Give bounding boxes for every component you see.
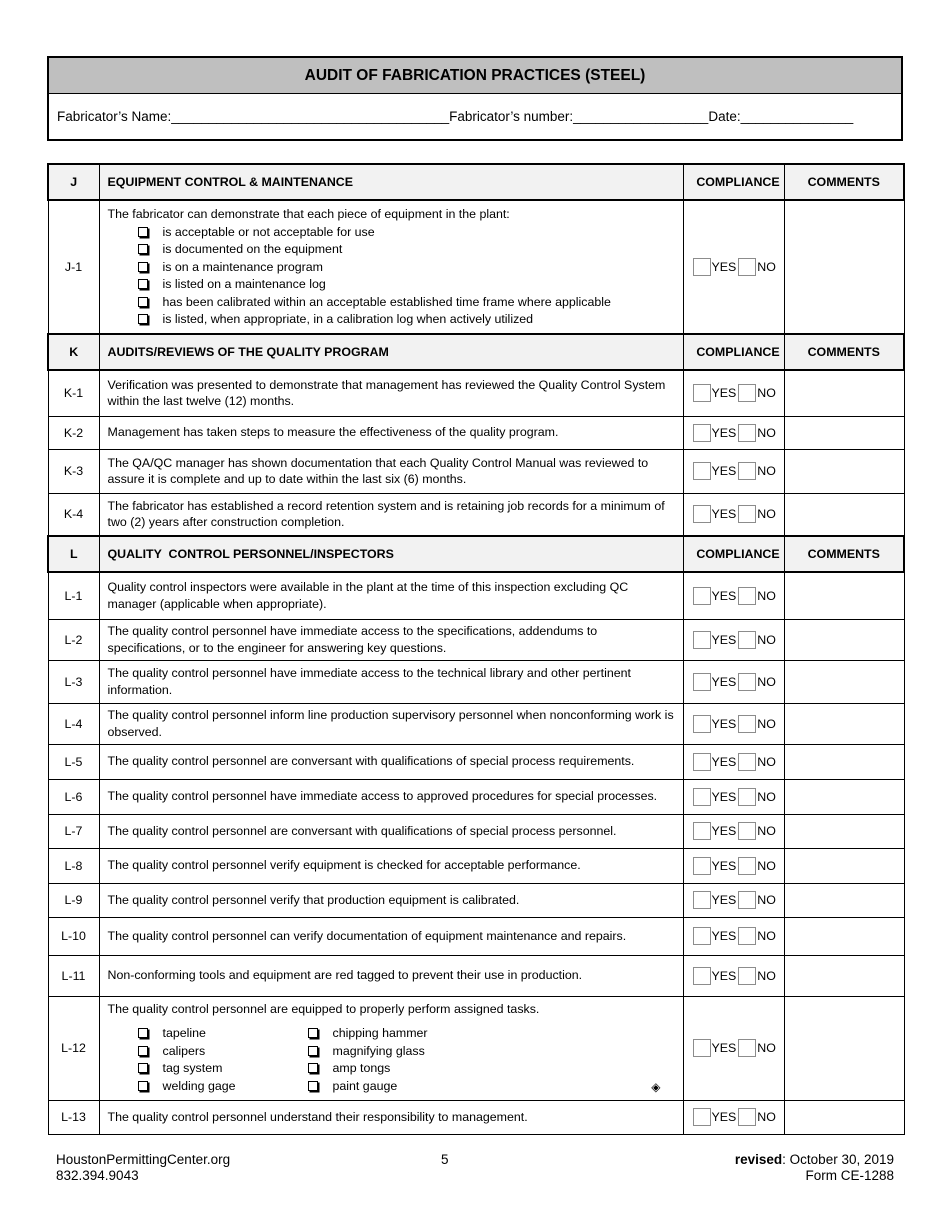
item-id: K-4 [48,493,99,536]
footer-revised [735,1152,894,1168]
yes-checkbox[interactable] [693,631,711,649]
table-row [48,848,904,883]
item-text [99,200,683,334]
item-id: L-2 [48,619,99,660]
yes-checkbox[interactable] [693,384,711,402]
item-text: Non-conforming tools and equipment are red tagged to prevent their use in production. [99,955,683,996]
compliance-header: COMPLIANCE [683,536,784,572]
table-row [48,370,904,416]
yes-checkbox[interactable] [693,927,711,945]
no-checkbox[interactable] [738,967,756,985]
item-text: Verification was presented to demonstrate that management has reviewed the Quality Control System within the last twelve (12) months. [99,370,683,416]
checklist-item[interactable]: has been calibrated within an acceptable established time frame where applicable [108,294,675,312]
item-id: L-3 [48,660,99,703]
fabricator-name-field[interactable]: _____________________________________ [171,109,450,124]
comments-cell[interactable] [784,416,904,449]
checklist-item[interactable]: welding gage [108,1078,278,1096]
table-row [48,814,904,848]
checkbox-icon[interactable] [138,262,148,272]
item-id: K-3 [48,449,99,493]
table-row [48,883,904,917]
yes-checkbox[interactable] [693,822,711,840]
fabricator-number-field[interactable]: __________________ [573,109,709,124]
no-checkbox[interactable] [738,857,756,875]
item-id: L-9 [48,883,99,917]
comments-header: COMMENTS [784,334,904,370]
no-checkbox[interactable] [738,715,756,733]
item-id: L-5 [48,744,99,779]
checklist-item[interactable]: amp tongs [278,1060,448,1078]
checkbox-icon[interactable] [138,314,148,324]
no-checkbox[interactable] [738,822,756,840]
comments-cell[interactable] [784,572,904,619]
checklist-item[interactable]: paint gauge [278,1078,448,1096]
yes-checkbox[interactable] [693,967,711,985]
tools-checklist [108,1025,675,1095]
revised-label: revised [734,1152,783,1167]
item-text: Management has taken steps to measure the effectiveness of the quality program. [99,416,683,449]
compliance-cell: YES NO [683,814,784,848]
checklist-item[interactable]: is on a maintenance program [108,259,675,277]
fabricator-number-label: Fabricator’s number: [449,109,574,124]
page-number: 5 [441,1152,449,1167]
section-title: QUALITY CONTROL PERSONNEL/INSPECTORS [99,536,683,572]
checkbox-icon[interactable] [138,297,148,307]
checklist-item[interactable]: tapeline [108,1025,278,1043]
yes-checkbox[interactable] [693,788,711,806]
footer-left [56,1152,230,1184]
yes-checkbox[interactable] [693,891,711,909]
yes-checkbox[interactable] [693,587,711,605]
footer-phone: 832.394.9043 [56,1168,139,1183]
item-id: L-10 [48,917,99,955]
section-id: L [48,536,99,572]
item-text [99,996,683,1100]
comments-cell[interactable] [784,848,904,883]
yes-checkbox[interactable] [693,857,711,875]
table-row [48,416,904,449]
yes-checkbox[interactable] [693,1039,711,1057]
form-title: AUDIT OF FABRICATION PRACTICES (STEEL) [49,58,901,94]
yes-checkbox[interactable] [693,1108,711,1126]
footer-website: HoustonPermittingCenter.org [56,1152,231,1167]
comments-cell[interactable] [784,493,904,536]
checklist-item[interactable]: chipping hammer [278,1025,448,1043]
no-checkbox[interactable] [738,631,756,649]
comments-header: COMMENTS [784,536,904,572]
checklist-item[interactable]: tag system [108,1060,278,1078]
table-row [48,660,904,703]
section-header-k [48,334,904,370]
diamond-icon: ◈ [651,1079,661,1094]
compliance-cell: YES NO [683,572,784,619]
tools-column-left [108,1025,278,1095]
compliance-cell: YES NO [683,1100,784,1134]
table-row [48,1100,904,1134]
no-checkbox[interactable] [738,1039,756,1057]
yes-checkbox[interactable] [693,424,711,442]
compliance-cell: YES NO [683,449,784,493]
item-text: The quality control personnel have immediate access to approved procedures for special processes. [99,779,683,814]
item-text: The quality control personnel are conversant with qualifications of special process personnel. [99,814,683,848]
section-title: AUDITS/REVIEWS OF THE QUALITY PROGRAM [99,334,683,370]
checkbox-icon[interactable] [138,1028,148,1038]
section-header-j [48,164,904,200]
table-row [48,703,904,744]
section-title: EQUIPMENT CONTROL & MAINTENANCE [99,164,683,200]
table-row [48,619,904,660]
item-text: The quality control personnel have immediate access to the specifications, addendums to specifications, or to the engineer for answering key questions. [99,619,683,660]
form-header [47,56,903,141]
table-row [48,572,904,619]
comments-cell[interactable] [784,660,904,703]
audit-table [47,163,905,1135]
item-text: Quality control inspectors were available in the plant at the time of this inspection excluding QC manager (applicable when appropriate). [99,572,683,619]
comments-cell[interactable] [784,703,904,744]
compliance-header: COMPLIANCE [683,164,784,200]
comments-cell[interactable] [784,744,904,779]
no-checkbox[interactable] [738,753,756,771]
item-id: L-8 [48,848,99,883]
compliance-cell: YES NO [683,416,784,449]
revised-date: : October 30, 2019 [782,1152,894,1167]
checkbox-icon[interactable] [138,244,148,254]
compliance-cell: YES NO [683,917,784,955]
no-checkbox[interactable] [738,384,756,402]
table-row [48,449,904,493]
item-text: The QA/QC manager has shown documentation that each Quality Control Manual was reviewed to assure it is complete and up to date within the last six (6) months. [99,449,683,493]
checkbox-icon[interactable] [138,279,148,289]
item-intro: The fabricator can demonstrate that each piece of equipment in the plant: [107,207,510,222]
no-checkbox[interactable] [738,788,756,806]
no-checkbox[interactable] [738,587,756,605]
item-text: The quality control personnel understand their responsibility to management. [99,1100,683,1134]
comments-cell[interactable] [784,996,904,1100]
no-checkbox[interactable] [738,673,756,691]
no-checkbox[interactable] [738,505,756,523]
no-checkbox[interactable] [738,891,756,909]
compliance-cell: YES NO [683,848,784,883]
table-row [48,996,904,1100]
compliance-cell: YES NO [683,955,784,996]
item-text: The fabricator has established a record retention system and is retaining job records for a minimum of two (2) years after construction completion. [99,493,683,536]
item-id: L-13 [48,1100,99,1134]
checkbox-icon[interactable] [138,1046,148,1056]
item-id: L-6 [48,779,99,814]
yes-checkbox[interactable] [693,505,711,523]
comments-cell[interactable] [784,779,904,814]
checklist-item[interactable]: is listed on a maintenance log [108,276,675,294]
comments-cell[interactable] [784,883,904,917]
item-id: L-7 [48,814,99,848]
checkbox-icon[interactable] [308,1081,318,1091]
compliance-cell: YES NO [683,660,784,703]
date-label: Date: [708,109,741,124]
checklist-item[interactable]: magnifying glass [278,1043,448,1061]
yes-checkbox[interactable] [693,462,711,480]
date-field[interactable]: _______________ [740,109,854,124]
item-id: K-2 [48,416,99,449]
comments-cell[interactable] [784,449,904,493]
yes-checkbox[interactable] [693,753,711,771]
checklist-item[interactable]: is documented on the equipment [108,241,675,259]
yes-checkbox[interactable] [693,673,711,691]
checkbox-icon[interactable] [308,1028,318,1038]
item-text: The quality control personnel inform line production supervisory personnel when nonconforming work is observed. [99,703,683,744]
section-header-l [48,536,904,572]
checkbox-icon[interactable] [138,1081,148,1091]
equipment-checklist [108,224,675,329]
form-number: Form CE-1288 [805,1168,894,1183]
fabricator-name-label: Fabricator’s Name: [57,109,172,124]
comments-cell[interactable] [784,200,904,334]
yes-checkbox[interactable] [693,715,711,733]
comments-cell[interactable] [784,955,904,996]
compliance-cell: YES NO [683,779,784,814]
yes-checkbox[interactable] [693,258,711,276]
comments-cell[interactable] [784,619,904,660]
compliance-cell: YES NO [683,200,784,334]
compliance-cell: YES NO [683,883,784,917]
checkbox-icon[interactable] [308,1063,318,1073]
compliance-header: COMPLIANCE [683,334,784,370]
table-row [48,493,904,536]
section-id: J [48,164,99,200]
compliance-cell: YES NO [683,619,784,660]
item-id: L-11 [48,955,99,996]
comments-header: COMMENTS [784,164,904,200]
checklist-item[interactable]: is acceptable or not acceptable for use [108,224,675,242]
section-id: K [48,334,99,370]
table-row [48,917,904,955]
checklist-item[interactable]: is listed, when appropriate, in a calibration log when actively utilized [108,311,675,329]
no-checkbox[interactable] [738,927,756,945]
compliance-cell: YES NO [683,703,784,744]
compliance-cell: YES NO [683,493,784,536]
checklist-item[interactable]: calipers [108,1043,278,1061]
checkbox-icon[interactable] [138,227,148,237]
item-id: L-1 [48,572,99,619]
table-row [48,200,904,334]
comments-cell[interactable] [784,917,904,955]
item-id: L-12 [48,996,99,1100]
no-checkbox[interactable] [738,1108,756,1126]
no-checkbox[interactable] [738,462,756,480]
table-row [48,744,904,779]
item-id: K-1 [48,370,99,416]
checkbox-icon[interactable] [138,1063,148,1073]
item-id: L-4 [48,703,99,744]
comments-cell[interactable] [784,1100,904,1134]
item-text: The quality control personnel can verify documentation of equipment maintenance and repairs. [99,917,683,955]
no-checkbox[interactable] [738,258,756,276]
comments-cell[interactable] [784,370,904,416]
table-row [48,955,904,996]
table-row [48,779,904,814]
item-text: The quality control personnel are conversant with qualifications of special process requirements. [99,744,683,779]
compliance-cell: YES NO [683,370,784,416]
item-id: J-1 [48,200,99,334]
checkbox-icon[interactable] [308,1046,318,1056]
item-intro: The quality control personnel are equipped to properly perform assigned tasks. [107,1001,540,1016]
compliance-cell: YES NO [683,744,784,779]
comments-cell[interactable] [784,814,904,848]
item-text: The quality control personnel verify that production equipment is calibrated. [99,883,683,917]
item-text: The quality control personnel have immediate access to the technical library and other pertinent information. [99,660,683,703]
tools-column-right [278,1025,448,1095]
item-text: The quality control personnel verify equipment is checked for acceptable performance. [99,848,683,883]
header-fields [49,94,901,139]
footer-right [735,1152,894,1184]
compliance-cell: YES NO [683,996,784,1100]
no-checkbox[interactable] [738,424,756,442]
